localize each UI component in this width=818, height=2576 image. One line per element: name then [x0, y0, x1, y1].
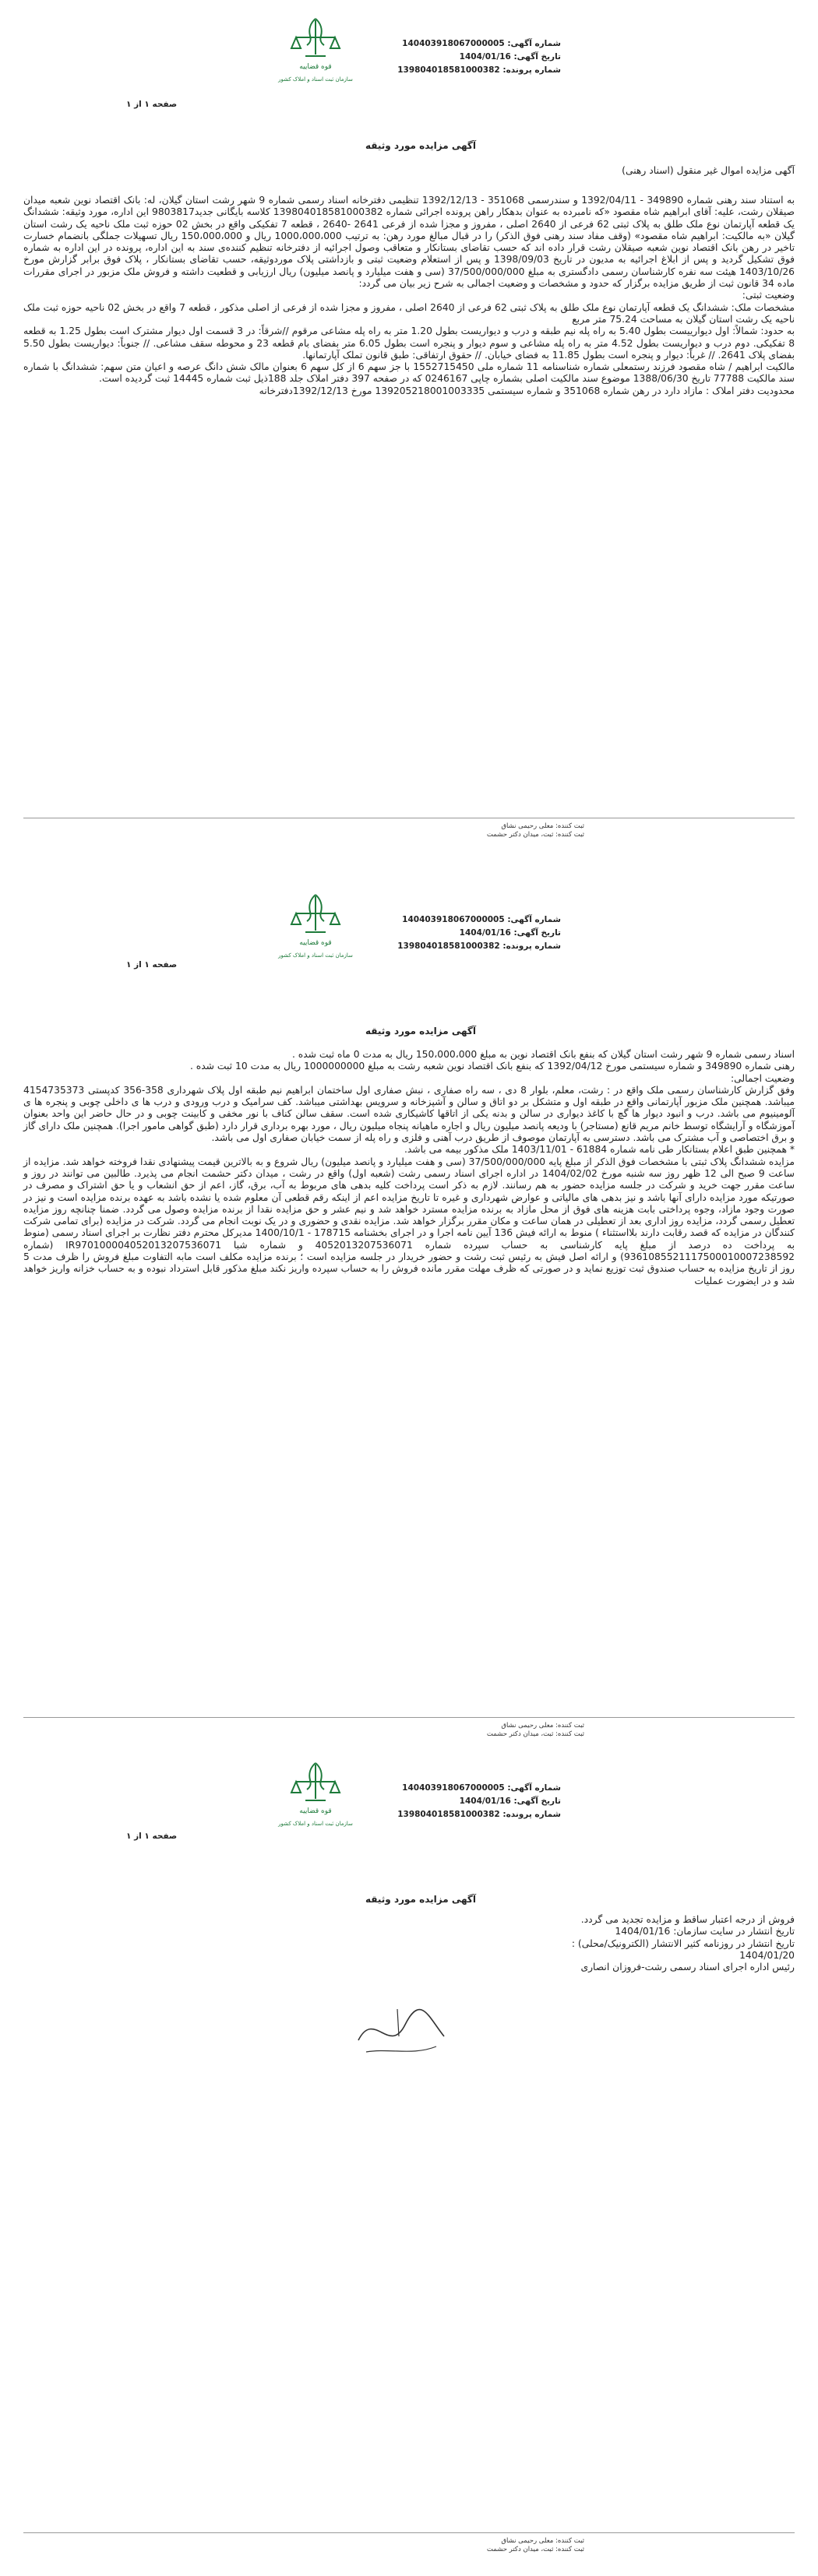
body-paragraph: به حدود: شمالاً: اول دیوارییست بطول 5.40 به راه پله نیم طبقه و درب و دیواریست بطول 1.20 متر به راه پله مشاعی مرقوم //شرقاً: در 3 قسمت اول دیوار مشترک است بطول 1.25 به قطعه 8 تفکیکی. دوم درب و دیواریست بطول 4.52 متر به راه پله مشاعی و سوم دیوار و پنجره است بطول 6.05 متر بفضای بام قطعه 23 و محوطه سقف مشاعی. // جنوباً: دیواریست بطول 5.50 بفضای پلاک 2641. // غرباً: دیوار و پنجره است بطول 11.85 به فضای خیابان. // حقوق ارتفاقی: طبق قانون تملک آپارتمانها. [23, 326, 795, 361]
notice-title: آگهی مزایده مورد وثیقه [365, 1894, 476, 1905]
signature [343, 1994, 460, 2071]
notice-title: آگهی مزایده مورد وثیقه [365, 140, 476, 151]
body-paragraph: وضعیت اجمالی: [730, 1072, 795, 1084]
meta-label: شماره آگهی: [507, 915, 561, 924]
page-footer [23, 2537, 584, 2554]
body-line: 1404/01/20 [739, 1949, 795, 1961]
judiciary-emblem-icon [273, 1758, 358, 1832]
page-footer [23, 1722, 584, 1739]
svg-text:سازمان ثبت اسناد و املاک کشور: سازمان ثبت اسناد و املاک کشور [278, 1821, 353, 1827]
svg-text:سازمان ثبت اسناد و املاک کشور: سازمان ثبت اسناد و املاک کشور [278, 76, 353, 83]
page-header [0, 0, 818, 92]
page-header [0, 1744, 818, 1836]
meta-label: تاریخ آگهی: [513, 1797, 561, 1806]
body-paragraph: اسناد رسمی شماره 9 شهر رشت استان گیلان که بنفع بانک اقتصاد نوین به مبلغ 150،000،000 ریال به مدت 0 ماه ثبت شده . [291, 1049, 795, 1060]
body-line: فروش از درجه اعتبار ساقط و مزایده تجدید می گردد. [580, 1914, 795, 1925]
notice-page-2 [0, 876, 818, 1738]
registrar-name: معلی رحیمی نشاق [501, 822, 554, 830]
notice-page-3 [0, 1744, 818, 2553]
notice-body [23, 1049, 795, 1287]
body-paragraph: به استناد سند رهنی شماره 349890 - 1392/04/11 و سندرسمی 351068 - 1392/12/13 تنظیمی دفترخانه اسناد رسمی شماره 9 شهر رشت استان گیلان، له: بانک اقتصاد نوین شعبه میدان صیقلان رشت، علیه: آقای ابراهیم شاه مقصود «که نامبرده به عنوان بدهکار راهن پرونده اجرائی شماره 139804018581000382 کلاسه بایگانی جدید9803817 این اداره، مورد وثیقه: ششدانگ یک قطعه آپارتمان نوع ملک طلق به پلاک ثبتی 62 فرعی از 2640 اصلی ، مفروز و مجزا شده از فرعی 2641 -2640 ، قطعه 7 تفکیکی واقع در بخش 02 حوزه ثبت ملک ناحیه یک رشت استان گیلان «به مالکیت: ابراهیم شاه مقصود» (وقف مفاد سند رهنی فوق الذکر) را در قبال مبالغ مورد رهن: به ترتیب 1000،000،000 ریال و 150،000،000 ریال تسهیلات جملگی بانضمام خسارت تاخیر در رهن بانک اقتصاد نوین شعبه صیقلان رشت قرار داده اند که حسب تقاضای بستانکار و متعاقب وصول اجرائیه از دفترخانه تنظیم کننده‌ی سند به این اداره، پرونده در این اداره به شماره فوق تشکیل گردید و پس از ابلاغ اجرائیه به مدیون در تاریخ 1398/09/03 و پس از استعلام وضعیت ثبتی و بازداشتی پلاک موردوثیقه، حسب تقاضای بستانکار ، پلاک فوق برابر گزارش مورخ 1403/10/26 هیئت سه نفره کارشناسان رسمی دادگستری به مبلغ 37/500/000/000 (سی و هفت میلیارد و پانصد میلیون) ریال ارزیابی و قطعیت داشته و فروش ملک مزبور در اجرای مقررات ماده 34 قانون ثبت از طریق مزایده برگزار که حدود و مشخصات و وضعیت اجمالی به شرح زیر بیان می گردد: [23, 195, 795, 290]
meta-label: تاریخ آگهی: [513, 928, 561, 938]
body-paragraph: وضعیت ثبتی: [742, 290, 795, 301]
notice-number: 140403918067000005 [402, 1783, 505, 1793]
case-number: 139804018581000382 [397, 65, 500, 75]
body-paragraph: وفق گزارش کارشناسان رسمی ملک واقع در : رشت، معلم، بلوار 8 دی ، سه راه صفاری ، نبش صفاری اول ساختمان ابراهیم نیم طبقه اول پلاک شهرداری 358-356 کدپستی 4154735373 میباشد. همچنین ملک مزبور آپارتمانی واقع در طبقه اول و متشکل بر دو اتاق و سالن و آشپزخانه و سرویس بهداشتی میباشد. کف سرامیک و درب ورودی و درب ها ی داخلی چوبی و پنجره ها ی آلومینیوم می باشد. درب و انبود دیوار ها گچ با کاغذ دیواری در سالن و بدنه یکی از اتاقها کاشیکاری شده است. سقف سالن کناف با نور مخفی و کابینت چوبی و در حال حاضر این واحد بعنوان آموزشگاه و آرایشگاه توسط خانم مریم قانع (مستاجر) با ودیعه پانصد میلیون ریال و اجاره ماهیانه پنجاه میلیون ریال ، مورد بهره برداری قرار دارد (طبق گواهی مامور اجرا). همچنین ملک دارای گاز و برق اختصاصی و آب مشترک می باشد. دسترسی به آپارتمان موصوف از طریق درب آهنی و فلزی و راه پله از سمت خیابان صفاری اول می باشد. [23, 1084, 795, 1144]
page-number: صفحه ۱ از ۱ [126, 1832, 178, 1841]
body-paragraph: مشخصات ملک: ششدانگ یک قطعه آپارتمان نوع ملک طلق به پلاک ثبتی 62 فرعی از 2640 اصلی ، مفروز و مجزا شده از فرعی از اصلی مذکور ، قطعه 7 واقع در بخش 02 ناحیه حوزه ثبت ملک ناحیه یک رشت استان گیلان به مساحت 75.24 متر مربع [23, 301, 795, 325]
registrar-name: معلی رحیمی نشاق [501, 2537, 554, 2545]
registrar-office: ثبت، میدان دکتر حشمت [486, 831, 554, 839]
svg-text:قوه قضاییه: قوه قضاییه [299, 63, 332, 71]
footer-label: ثبت کننده: [555, 1722, 584, 1730]
body-paragraph: مزایده ششدانگ پلاک ثبتی با مشخصات فوق الذکر از مبلغ پایه 37/500/000/000 (سی و هفت میلیارد و پانصد میلیون) ریال شروع و به بالاترین قیمت پیشنهادی نقدا فروخته خواهد شد. مزایده از ساعت 9 صبح الی 12 ظهر روز سه شنبه مورخ 1404/02/02 در اداره اجرای اسناد رسمی رشت (شعبه اول) واقع در رشت ، میدان دکتر حشمت انجام می پذیرد. طالبین می توانند در روز و ساعت مقرر جهت خرید و شرکت در جلسه مزایده حضور به هم رسانند. لازم به ذکر است پرداخت کلیه بدهی های مربوط به آب، برق، گاز، اعم از حق انشعاب و یا حق اشتراک و مصرف در صورتیکه مورد مزایده دارای آنها باشد و نیز بدهی های مالیاتی و عوارض شهرداری و غیره تا تاریخ مزایده اعم از اینکه رقم قطعی آن معلوم شده یا نشده باشد به عهده برنده مزایده است و نیز در صورت وجود مازاد، وجوه پرداختی بابت هزینه های فوق از محل مازاد به برنده مزایده مسترد خواهد شد و نیم عشر و حق مزایده نقدا از برنده مزایده وصول می گردد. ضمنا چنانچه روز مزایده تعطیل رسمی گردد، مزایده روز اداری بعد از تعطیلی در همان ساعت و مکان مقرر برگزار خواهد شد. مزایده نقدی و حضوری و در یک نوبت انجام می گردد. شرکت در مزایده (برای تمامی شرکت کنندگان در مزایده که قصد رقابت دارند بلااستثناء ) منوط به ارائه فیش 136 آیین نامه اجرا و در اجرای بخشنامه 178715 - 1400/10/1 مدیرکل محترم دفتر نظارت بر اجرای اسناد رسمی (منوط به پرداخت ده درصد از مبلغ پایه کارشناسی به حساب سپرده شماره 4052013207536071 و شماره شبا IR970100004052013207536071 (شماره 9361085521117500010007238592) و ارائه اصل فیش به رئیس ثبت رشت و حضور خریدار در جلسه مزایده است ؛ برنده مزایده مکلف است مابه التفاوت مبلغ فروش را ظرف مدت 5 روز از تاریخ مزایده به حساب صندوق ثبت توزیع نماید و در صورتی که ظرف مهلت مقرر مانده فروش را به حساب سپرده واریز نکند مبلغ مذکور قابل استرداد نبوده و به حساب خزانه واریز خواهد شد و در ایضورت عملیات [23, 1156, 795, 1286]
body-paragraph: * همچنین طبق اعلام بستانکار طی نامه شماره 61884 - 1403/11/01 ملک مذکور بیمه می باشد. [404, 1144, 795, 1156]
notice-date: 1404/01/16 [459, 52, 511, 62]
registrar-office: ثبت، میدان دکتر حشمت [486, 2546, 554, 2553]
svg-text:سازمان ثبت اسناد و املاک کشور: سازمان ثبت اسناد و املاک کشور [278, 952, 353, 959]
meta-label: شماره پرونده: [502, 1810, 561, 1819]
case-number: 139804018581000382 [397, 1810, 500, 1819]
meta-label: شماره آگهی: [507, 1783, 561, 1793]
body-line: رئیس اداره اجرای اسناد رسمی رشت-فروزان انصاری [580, 1962, 795, 1973]
footer-label: ثبت کننده: [555, 831, 584, 839]
case-number: 139804018581000382 [397, 941, 500, 951]
footer-label: ثبت کننده: [555, 2537, 584, 2545]
notice-date: 1404/01/16 [459, 928, 511, 938]
notice-date: 1404/01/16 [459, 1797, 511, 1806]
page-header [0, 876, 818, 968]
footer-label: ثبت کننده: [555, 2546, 584, 2553]
page-number: صفحه ۱ از ۱ [126, 960, 178, 970]
page-number: صفحه ۱ از ۱ [126, 100, 178, 109]
registrar-office: ثبت، میدان دکتر حشمت [486, 1730, 554, 1738]
meta-label: شماره پرونده: [502, 65, 561, 75]
registrar-name: معلی رحیمی نشاق [501, 1722, 554, 1730]
body-line: تاریخ انتشار در سایت سازمان: 1404/01/16 [615, 1926, 795, 1937]
notice-body [234, 1914, 795, 1973]
judiciary-emblem-icon [273, 890, 358, 964]
notice-number: 140403918067000005 [402, 39, 505, 48]
footer-divider [23, 1717, 795, 1718]
notice-metadata [397, 1782, 561, 1821]
notice-subtitle: آگهی مزایده اموال غیر منقول (اسناد رهنی) [622, 165, 795, 176]
body-paragraph: رهنی شماره 349890 و شماره سیستمی مورخ 1392/04/12 که بنفع بانک اقتصاد نوین شعبه رشت به مبلغ 1000000000 ریال به مدت 10 ثبت شده . [189, 1061, 795, 1072]
notice-title: آگهی مزایده مورد وثیقه [365, 1026, 476, 1036]
page-footer [23, 822, 584, 839]
notice-page-1 [0, 0, 818, 839]
body-paragraph: محدودیت دفتر املاک : مازاد دارد در رهن شماره 351068 و شماره سیستمی 139205218001003335 مورخ 1392/12/13دفترخانه [259, 385, 795, 396]
meta-label: شماره پرونده: [502, 941, 561, 951]
notice-body [23, 195, 795, 397]
notice-number: 140403918067000005 [402, 915, 505, 924]
footer-label: ثبت کننده: [555, 1730, 584, 1738]
footer-label: ثبت کننده: [555, 822, 584, 830]
footer-divider [23, 2532, 795, 2533]
svg-text:قوه قضاییه: قوه قضاییه [299, 1807, 332, 1815]
meta-label: شماره آگهی: [507, 39, 561, 48]
notice-metadata [397, 37, 561, 77]
judiciary-emblem-icon [273, 14, 358, 88]
svg-text:قوه قضاییه: قوه قضاییه [299, 939, 332, 947]
body-line: تاریخ انتشار در روزنامه کثیر الانتشار (الکترونیک/محلی) : [571, 1937, 795, 1949]
meta-label: تاریخ آگهی: [513, 52, 561, 62]
notice-metadata [397, 913, 561, 953]
body-paragraph: مالکیت ابراهیم / شاه مقصود فرزند رستمعلی شماره شناسنامه 11 شماره ملی 1552715450 با جز سهم 6 از کل سهم 6 بعنوان مالک شش دانگ عرصه و اعیان متن سهم: ششدانگ با شماره سند مالکیت 77788 تاریخ 1388/06/30 موضوع سند مالکیت اصلی بشماره چاپی 0246167 که در صفحه 397 دفتر املاک جلد 188ذیل ثبت شماره 14445 ثبت گردیده است. [23, 361, 795, 385]
